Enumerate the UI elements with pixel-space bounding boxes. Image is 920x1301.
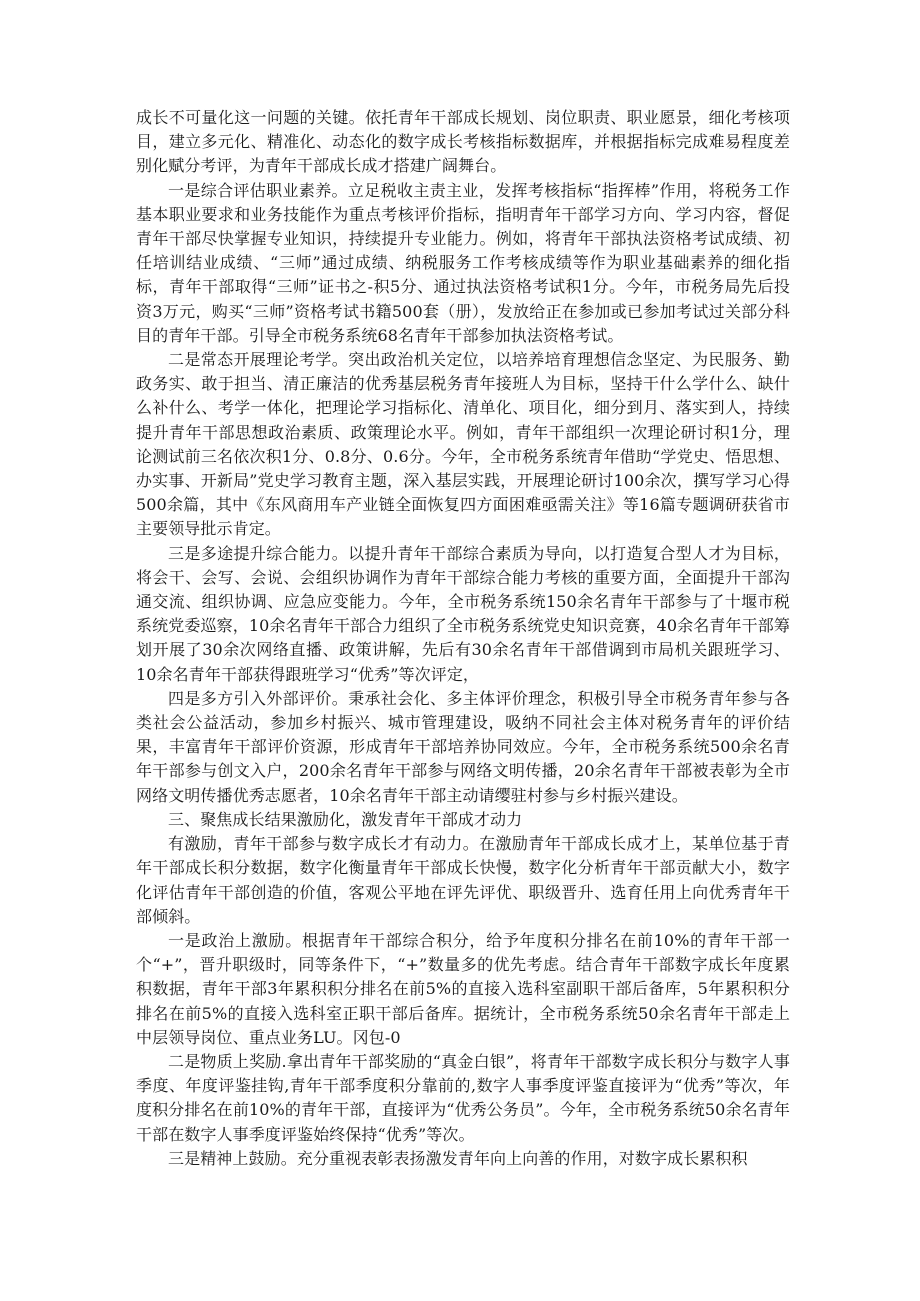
document-body xyxy=(136,106,790,1171)
paragraph-political-incentive: 一是政治上激励。根据青年干部综合积分，给予年度积分排名在前10%的青年干部一个“+”，晋升职级时，同等条件下，“+”数量多的优先考虑。结合青年干部数字成长年度累积数据，青年干部3年累积积分排名在前5%的直接入选科室副职干部后备库，5年累积积分排名在前5%的直接入选科室正职干部后备库。据统计，全市税务系统50余名青年干部走上中层领导岗位、重点业务LU。冈包-0 xyxy=(136,930,790,1047)
paragraph-comprehensive-ability: 三是多途提升综合能力。以提升青年干部综合素质为导向，以打造复合型人才为目标，将会干、会写、会说、会组织协调作为青年干部综合能力考核的重要方面，全面提升干部沟通交流、组织协调、应急应变能力。今年，全市税务系统150余名青年干部参与了十堰市税系统党委巡察，10余名青年干部合力组织了全市税务系统党史知识竞赛，40余名青年干部筹划开展了30余次网络直播、政策讲解，先后有30余名青年干部借调到市局机关跟班学习、10余名青年干部获得跟班学习“优秀”等次评定， xyxy=(136,543,790,684)
paragraph-professional-quality: 一是综合评估职业素养。立足税收主责主业，发挥考核指标“指挥棒”作用，将税务工作基本职业要求和业务技能作为重点考核评价指标，指明青年干部学习方向、学习内容，督促青年干部尽快掌握专业知识，持续提升专业能力。例如，将青年干部执法资格考试成绩、初任培训结业成绩、“三师”通过成绩、纳税服务工作考核成绩等作为职业基础素养的细化指标，青年干部取得“三师”证书之-积5分、通过执法资格考试积1分。今年，市税务局先后投资3万元，购买“三师”资格考试书籍500套（册），发放给正在参加或已参加考试过关部分科目的青年干部。引导全市税务系统68名青年干部参加执法资格考试。 xyxy=(136,180,790,345)
paragraph-material-reward: 二是物质上奖励.拿出青年干部奖励的“真金白银”，将青年干部数字成长积分与数字人事季度、年度评鉴挂钩,青年干部季度积分靠前的,数字人事季度评鉴直接评为“优秀”等次，年度积分排名在前10%的青年干部，直接评为“优秀公务员”。今年，全市税务系统50余名青年干部在数字人事季度评鉴始终保持“优秀”等次。 xyxy=(136,1051,790,1144)
paragraph-theory-study: 二是常态开展理论考学。突出政治机关定位，以培养培育理想信念坚定、为民服务、勤政务实、敢于担当、清正廉洁的优秀基层税务青年接班人为目标，坚持干什么学什么、缺什么补什么、考学一体化，把理论学习指标化、清单化、项目化，细分到月、落实到人，持续提升青年干部思想政治素质、政策理论水平。例如，青年干部组织一次理论研讨积1分，理论测试前三名依次积1分、0.8分、0.6分。今年，全市税务系统青年借助“学党史、悟思想、办实事、开新局”党史学习教育主题，深入基层实践，开展理论研讨100余次，撰写学习心得500余篇，其中《东风商用车产业链全面恢复四方面困难亟需关注》等16篇专题调研获省市主要领导批示肯定。 xyxy=(136,350,790,539)
paragraph-intro-continuation: 成长不可量化这一问题的关键。依托青年干部成长规划、岗位职责、职业愿景，细化考核项目，建立多元化、精准化、动态化的数字成长考核指标数据库，并根据指标完成难易程度差别化赋分考评，为青年干部成长成才搭建广阔舞台。 xyxy=(136,108,790,176)
paragraph-spiritual-encouragement: 三是精神上鼓励。充分重视表彰表扬激发青年向上向善的作用，对数字成长累积积 xyxy=(168,1148,748,1168)
paragraph-incentive-overview: 有激励，青年干部参与数字成长才有动力。在激励青年干部成长成才上，某单位基于青年干部成长积分数据，数字化衡量青年干部成长快慢，数字化分析青年干部贡献大小，数字化评估青年干部创造的价值，客观公平地在评先评优、职级晋升、选育任用上向优秀青年干部倾斜。 xyxy=(136,834,790,926)
paragraph-external-evaluation: 四是多方引入外部评价。秉承社会化、多主体评价理念，积极引导全市税务青年参与各类社会公益活动，参加乡村振兴、城市管理建设，吸纳不同社会主体对税务青年的评价结果，丰富青年干部评价资源，形成青年干部培养协同效应。今年，全市税务系统500余名青年干部参与创文入户，200余名青年干部参与网络文明传播，20余名青年干部被表彰为全市网络文明传播优秀志愿者，10余名青年干部主动请缨驻村参与乡村振兴建设。 xyxy=(136,688,790,805)
section-heading-incentive: 三、聚焦成长结果激励化，激发青年干部成才动力 xyxy=(168,809,523,829)
